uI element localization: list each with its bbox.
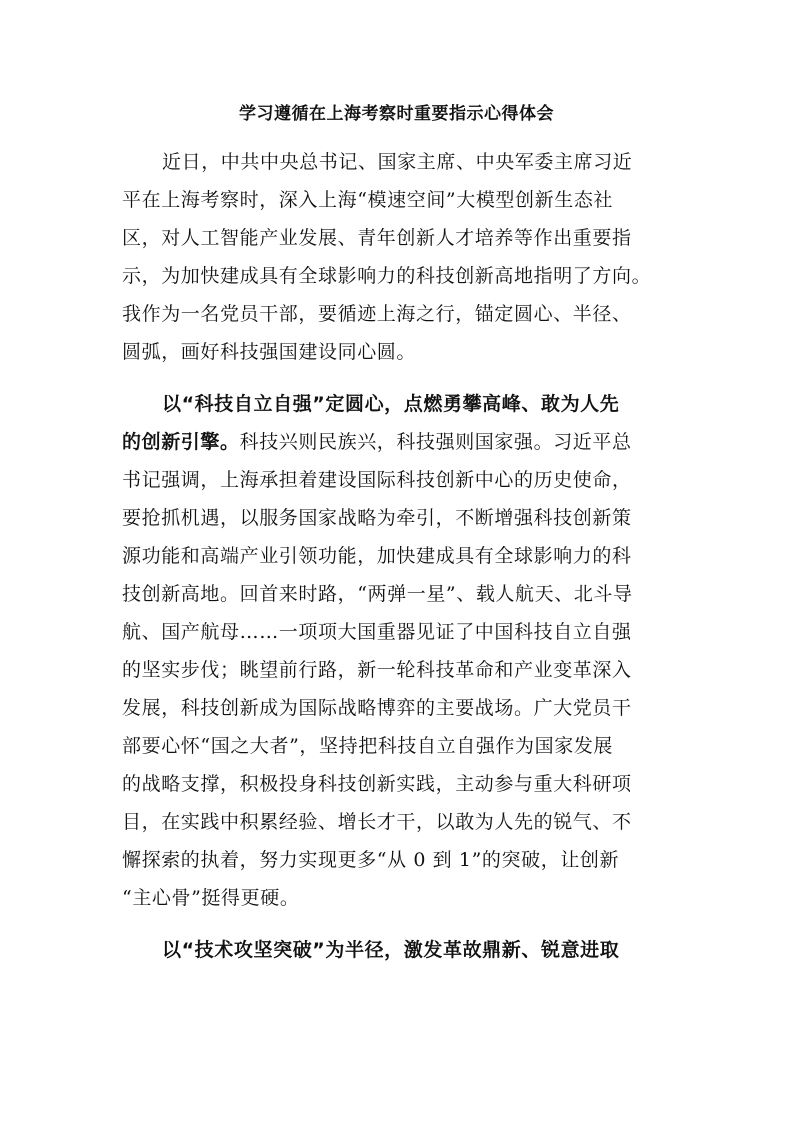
paragraph-line: 技创新高地。回首来时路，“两弹一星”、载人航天、北斗导 [122,583,633,605]
paragraph-line: 我作为一名党员干部，要循迹上海之行，锚定圆心、半径、 [122,303,632,325]
paragraph-line: 区，对人工智能产业发展、青年创新人才培养等作出重要指 [122,227,632,249]
paragraph-line: 的坚实步伐；眺望前行路，新一轮科技革命和产业变革深入 [122,659,632,681]
section-heading: 以“技术攻坚突破”为半径，激发革故鼎新、锐意进取 [162,939,620,961]
paragraph-line: 目，在实践中积累经验、增长才干，以敢为人先的锐气、不 [122,811,632,833]
paragraph-line: 书记强调，上海承担着建设国际科技创新中心的历史使命， [122,469,632,491]
paragraph-line: 懈探索的执着，努力实现更多“从 0 到 1”的突破，让创新 [122,849,620,871]
paragraph-line: 源功能和高端产业引领功能，加快建成具有全球影响力的科 [122,545,632,567]
document-title: 学习遵循在上海考察时重要指示心得体会 [239,104,554,124]
paragraph-text: 科技兴则民族兴，科技强则国家强。习近平总 [239,431,632,453]
paragraph-line: 圆弧，画好科技强国建设同心圆。 [122,341,417,363]
paragraph-line: 近日，中共中央总书记、国家主席、中央军委主席习近 [162,151,633,173]
paragraph-line: 发展，科技创新成为国际战略博弈的主要战场。广大党员干 [122,697,632,719]
paragraph-line: “主心骨”挺得更硬。 [122,887,300,909]
paragraph-line: 示，为加快建成具有全球影响力的科技创新高地指明了方向。 [122,265,652,287]
document-body [122,143,678,969]
paragraph-line: 平在上海考察时，深入上海“模速空间”大模型创新生态社 [122,189,614,211]
paragraph-line: 的战略支撑，积极投身科技创新实践，主动参与重大科研项 [122,773,632,795]
paragraph-line: 部要心怀“国之大者”，坚持把科技自立自强作为国家发展 [122,735,614,757]
section-heading: 以“科技自立自强”定圆心，点燃勇攀高峰、敢为人先 [162,393,620,415]
paragraph-line: 航、国产航母……一项项大国重器见证了中国科技自立自强 [122,621,632,643]
paragraph-line [122,423,678,461]
paragraph-line: 要抢抓机遇，以服务国家战略为牵引，不断增强科技创新策 [122,507,632,529]
section-heading-end: 的创新引擎。 [122,431,240,453]
